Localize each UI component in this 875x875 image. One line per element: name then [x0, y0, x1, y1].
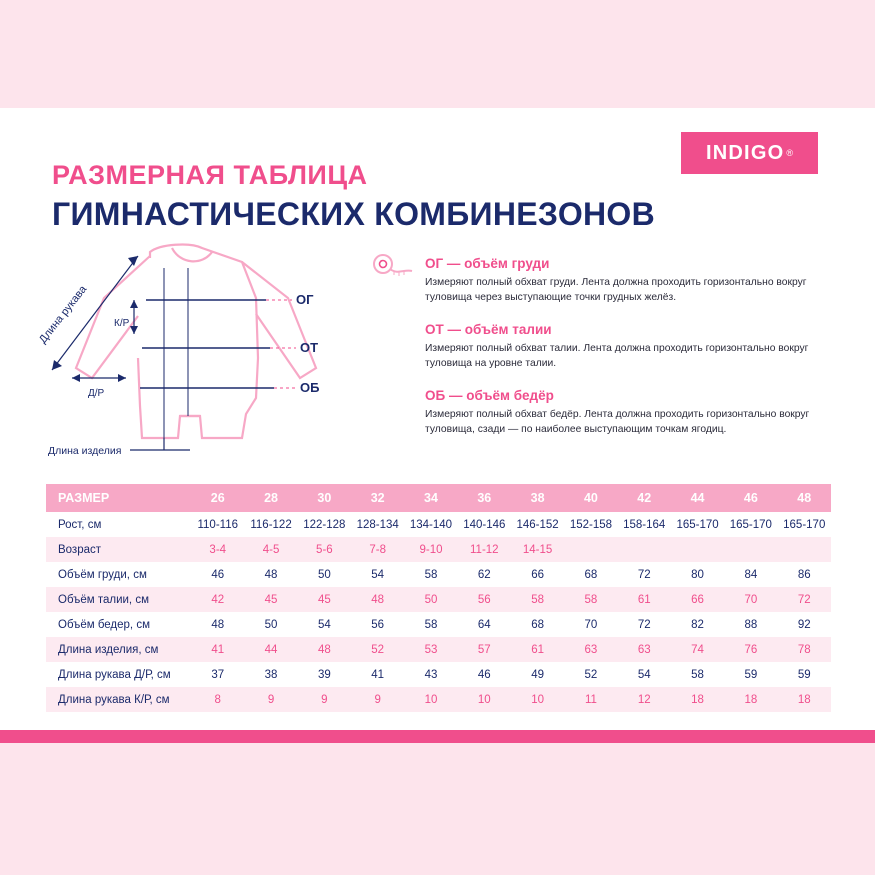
table-header-size: 42	[618, 484, 671, 512]
row-label: Длина рукава К/Р, см	[46, 687, 191, 712]
cell: 37	[191, 662, 244, 687]
cell: 66	[671, 587, 724, 612]
cell: 64	[458, 612, 511, 637]
cell: 5-6	[298, 537, 351, 562]
logo-text: INDIGO	[706, 141, 785, 164]
table-row	[46, 587, 831, 612]
table-header-label: РАЗМЕР	[46, 484, 191, 512]
table-row	[46, 512, 831, 537]
cell: 165-170	[724, 512, 777, 537]
label-og: ОГ	[296, 292, 314, 307]
cell: 165-170	[778, 512, 831, 537]
cell: 82	[671, 612, 724, 637]
cell	[778, 537, 831, 562]
cell: 84	[724, 562, 777, 587]
cell: 70	[724, 587, 777, 612]
cell: 63	[618, 637, 671, 662]
cell: 12	[618, 687, 671, 712]
cell: 92	[778, 612, 831, 637]
table-header-size: 34	[404, 484, 457, 512]
cell: 41	[191, 637, 244, 662]
cell: 3-4	[191, 537, 244, 562]
table-header-size: 40	[564, 484, 617, 512]
main-content	[0, 108, 875, 730]
cell: 48	[351, 587, 404, 612]
size-table-wrapper	[46, 484, 831, 712]
cell: 86	[778, 562, 831, 587]
row-label: Длина изделия, см	[46, 637, 191, 662]
table-head	[46, 484, 831, 512]
cell: 58	[404, 612, 457, 637]
cell: 54	[351, 562, 404, 587]
cell: 50	[298, 562, 351, 587]
measurement-notes	[370, 256, 830, 455]
cell: 56	[458, 587, 511, 612]
cell: 7-8	[351, 537, 404, 562]
cell: 54	[298, 612, 351, 637]
cell: 18	[778, 687, 831, 712]
cell: 18	[671, 687, 724, 712]
cell: 56	[351, 612, 404, 637]
note-title: ОГ — объём груди	[425, 256, 550, 271]
cell: 66	[511, 562, 564, 587]
cell: 70	[564, 612, 617, 637]
cell: 152-158	[564, 512, 617, 537]
cell: 58	[671, 662, 724, 687]
label-ot: ОТ	[300, 340, 319, 355]
cell: 8	[191, 687, 244, 712]
garment-illustration	[30, 238, 360, 468]
cell: 48	[298, 637, 351, 662]
cell: 43	[404, 662, 457, 687]
cell: 62	[458, 562, 511, 587]
cell: 63	[564, 637, 617, 662]
measuring-tape-icon	[370, 251, 414, 281]
table-header-size: 28	[244, 484, 297, 512]
cell: 50	[244, 612, 297, 637]
cell: 58	[404, 562, 457, 587]
cell: 48	[191, 612, 244, 637]
note-title: ОТ — объём талии	[425, 322, 552, 338]
cell: 68	[564, 562, 617, 587]
cell: 44	[244, 637, 297, 662]
row-label: Объём бедер, см	[46, 612, 191, 637]
cell: 158-164	[618, 512, 671, 537]
note-chest	[370, 256, 830, 305]
cell: 9	[351, 687, 404, 712]
size-table	[46, 484, 831, 712]
cell: 10	[458, 687, 511, 712]
row-label: Объём талии, см	[46, 587, 191, 612]
bottom-pink-band	[0, 730, 875, 875]
cell: 14-15	[511, 537, 564, 562]
cell: 53	[404, 637, 457, 662]
cell: 38	[244, 662, 297, 687]
cell: 10	[404, 687, 457, 712]
cell: 68	[511, 612, 564, 637]
page-title-line1: РАЗМЕРНАЯ ТАБЛИЦА	[52, 160, 368, 190]
cell: 57	[458, 637, 511, 662]
cell: 42	[191, 587, 244, 612]
cell: 48	[244, 562, 297, 587]
table-row	[46, 637, 831, 662]
cell	[564, 537, 617, 562]
cell: 74	[671, 637, 724, 662]
cell: 72	[618, 612, 671, 637]
cell: 134-140	[404, 512, 457, 537]
table-header-size: 26	[191, 484, 244, 512]
cell: 61	[618, 587, 671, 612]
cell: 61	[511, 637, 564, 662]
cell: 146-152	[511, 512, 564, 537]
table-header-size: 30	[298, 484, 351, 512]
cell: 54	[618, 662, 671, 687]
cell: 11	[564, 687, 617, 712]
table-header-size: 46	[724, 484, 777, 512]
table-row	[46, 612, 831, 637]
note-body: Измеряют полный обхват талии. Лента должна проходить горизонтально вокруг туловища на уровне талии.	[425, 343, 809, 369]
cell: 10	[511, 687, 564, 712]
registered-mark: ®	[786, 148, 793, 158]
cell	[671, 537, 724, 562]
label-dr: Д/Р	[88, 388, 105, 399]
table-header-size: 44	[671, 484, 724, 512]
cell: 59	[724, 662, 777, 687]
cell: 9	[298, 687, 351, 712]
cell: 45	[244, 587, 297, 612]
table-header-size: 48	[778, 484, 831, 512]
page-title-line2: ГИМНАСТИЧЕСКИХ КОМБИНЕЗОНОВ	[52, 196, 656, 232]
table-row	[46, 687, 831, 712]
note-body: Измеряют полный обхват груди. Лента должна проходить горизонтально вокруг туловища через выступающие точки грудных желёз.	[425, 277, 807, 303]
cell: 59	[778, 662, 831, 687]
cell: 58	[564, 587, 617, 612]
label-sleeve-length: Длина рукава	[36, 283, 90, 346]
row-label: Рост, см	[46, 512, 191, 537]
table-body	[46, 512, 831, 712]
cell: 11-12	[458, 537, 511, 562]
cell: 46	[458, 662, 511, 687]
cell: 116-122	[244, 512, 297, 537]
indigo-logo	[681, 132, 818, 174]
note-waist	[370, 322, 830, 371]
table-row	[46, 662, 831, 687]
table-row	[46, 537, 831, 562]
cell: 9-10	[404, 537, 457, 562]
cell: 58	[511, 587, 564, 612]
label-ob: ОБ	[300, 380, 320, 395]
bottom-accent-stripe	[0, 730, 875, 743]
cell: 49	[511, 662, 564, 687]
label-product-length: Длина изделия	[48, 445, 122, 457]
cell: 165-170	[671, 512, 724, 537]
cell: 4-5	[244, 537, 297, 562]
note-hips	[370, 388, 830, 437]
cell: 52	[564, 662, 617, 687]
cell: 18	[724, 687, 777, 712]
cell	[618, 537, 671, 562]
table-header-row	[46, 484, 831, 512]
cell: 76	[724, 637, 777, 662]
cell: 9	[244, 687, 297, 712]
row-label: Возраст	[46, 537, 191, 562]
table-header-size: 36	[458, 484, 511, 512]
table-row	[46, 562, 831, 587]
cell: 39	[298, 662, 351, 687]
cell: 140-146	[458, 512, 511, 537]
note-title: ОБ — объём бедёр	[425, 388, 554, 404]
cell: 78	[778, 637, 831, 662]
cell: 122-128	[298, 512, 351, 537]
cell: 46	[191, 562, 244, 587]
cell: 50	[404, 587, 457, 612]
table-header-size: 38	[511, 484, 564, 512]
row-label: Объём груди, см	[46, 562, 191, 587]
cell: 88	[724, 612, 777, 637]
label-kr: К/Р	[114, 318, 130, 329]
top-pink-band	[0, 0, 875, 108]
row-label: Длина рукава Д/Р, см	[46, 662, 191, 687]
table-header-size: 32	[351, 484, 404, 512]
cell: 72	[778, 587, 831, 612]
cell: 72	[618, 562, 671, 587]
cell: 128-134	[351, 512, 404, 537]
cell: 41	[351, 662, 404, 687]
note-body: Измеряют полный обхват бедёр. Лента должна проходить горизонтально вокруг туловища, сзади — по наиболее выступающим точкам ягодиц.	[425, 409, 810, 436]
cell: 110-116	[191, 512, 244, 537]
cell	[724, 537, 777, 562]
cell: 80	[671, 562, 724, 587]
cell: 52	[351, 637, 404, 662]
cell: 45	[298, 587, 351, 612]
